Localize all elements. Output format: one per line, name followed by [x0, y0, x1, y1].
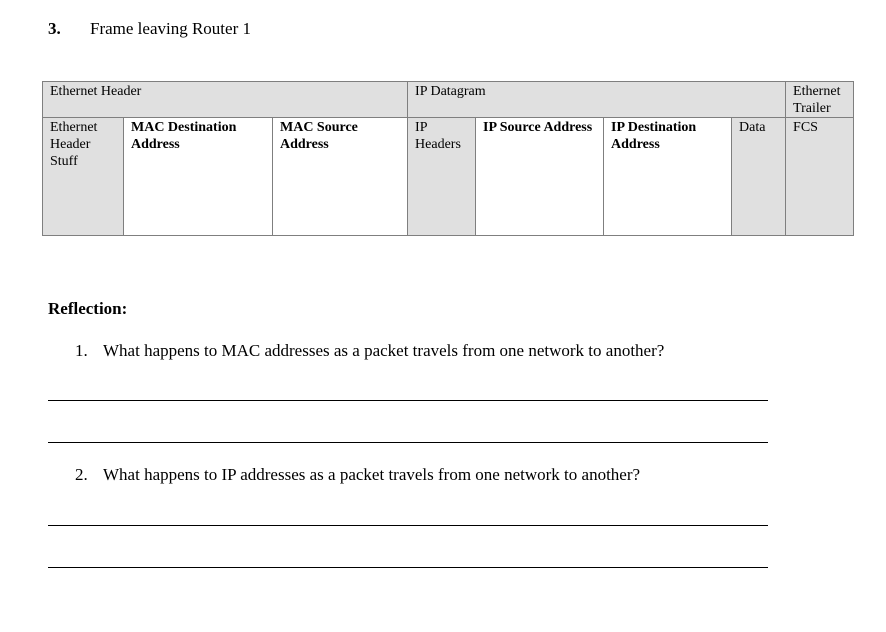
question-1 — [75, 340, 664, 362]
section-title: Frame leaving Router 1 — [90, 19, 251, 38]
question-2-text: What happens to IP addresses as a packet travels from one network to another? — [103, 465, 641, 484]
answer-line-1b[interactable] — [48, 442, 768, 443]
ip-datagram-cell: IP Datagram — [408, 82, 786, 118]
question-2 — [75, 464, 640, 486]
ip-destination-cell: IP Destination Address — [604, 118, 732, 236]
section-number: 3. — [48, 19, 61, 38]
question-1-number: 1. — [75, 341, 88, 360]
ethernet-header-cell: Ethernet Header — [43, 82, 408, 118]
mac-source-cell: MAC Source Address — [273, 118, 408, 236]
fcs-cell: FCS — [786, 118, 854, 236]
ethernet-header-stuff-cell: Ethernet Header Stuff — [43, 118, 124, 236]
answer-line-1a[interactable] — [48, 400, 768, 401]
ip-headers-cell: IP Headers — [408, 118, 476, 236]
question-2-number: 2. — [75, 465, 88, 484]
data-cell: Data — [732, 118, 786, 236]
answer-line-2b[interactable] — [48, 567, 768, 568]
answer-line-2a[interactable] — [48, 525, 768, 526]
frame-table — [42, 81, 854, 236]
question-1-text: What happens to MAC addresses as a packet travels from one network to another? — [103, 341, 665, 360]
section-heading — [48, 18, 251, 40]
frame-detail-row — [43, 118, 854, 236]
ip-source-cell: IP Source Address — [476, 118, 604, 236]
reflection-heading: Reflection: — [48, 299, 128, 318]
ethernet-trailer-cell: Ethernet Trailer — [786, 82, 854, 118]
mac-destination-cell: MAC Destination Address — [124, 118, 273, 236]
frame-header-row — [43, 82, 854, 118]
